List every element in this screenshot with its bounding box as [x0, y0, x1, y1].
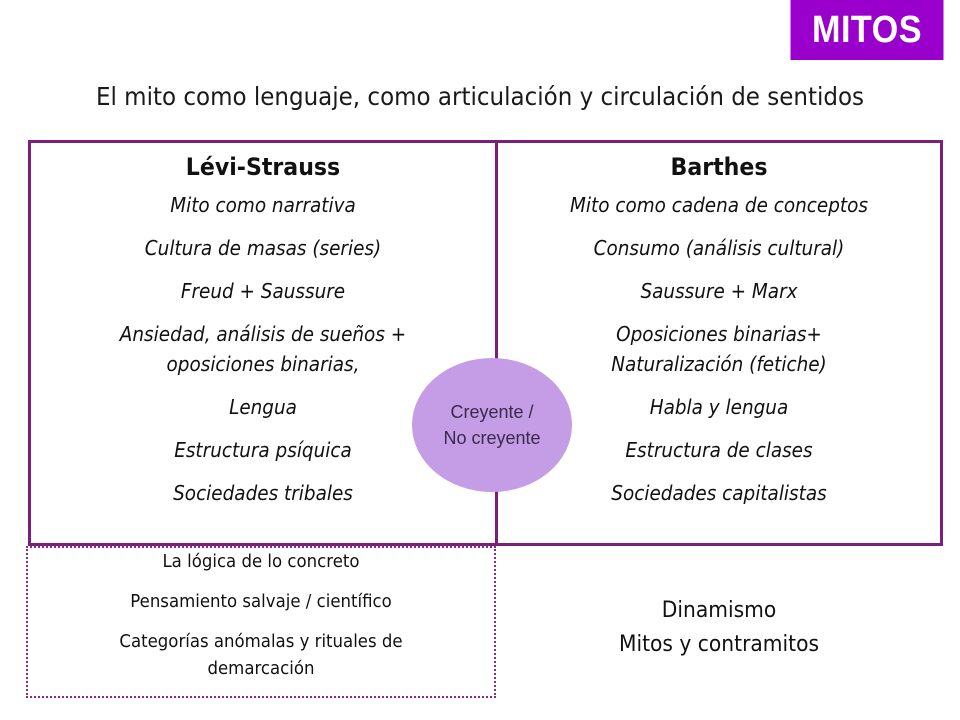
list-item: Estructura de clases [625, 438, 813, 462]
list-item: Estructura psíquica [174, 438, 352, 462]
list-item: Sociedades tribales [173, 481, 353, 505]
levi-strauss-extra-list [26, 548, 496, 682]
list-item: Consumo (análisis cultural) [593, 236, 845, 260]
list-item: Oposiciones binarias+ [616, 322, 822, 346]
barthes-heading: Barthes [670, 153, 768, 181]
slide-subtitle: El mito como lenguaje, como articulación y circulación de sentidos [95, 82, 865, 111]
list-item: La lógica de lo concreto [162, 551, 360, 572]
list-item: Saussure + Marx [640, 279, 798, 303]
believer-bubble [412, 358, 572, 492]
list-item: Cultura de masas (series) [144, 236, 382, 260]
list-item: Sociedades capitalistas [611, 481, 827, 505]
dynamics-line: Dinamismo [661, 598, 777, 623]
list-item: Categorías anómalas y rituales de [119, 631, 403, 652]
list-item: Mito como cadena de conceptos [570, 193, 868, 217]
list-item: Naturalización (fetiche) [611, 352, 827, 376]
list-item: demarcación [207, 658, 315, 679]
list-item: Lengua [229, 395, 297, 419]
list-item: Freud + Saussure [180, 279, 346, 303]
list-item: Habla y lengua [649, 395, 789, 419]
levi-strauss-heading: Lévi-Strauss [185, 153, 341, 181]
list-item: Ansiedad, análisis de sueños + [119, 322, 407, 346]
dynamics-line: Mitos y contramitos [618, 632, 819, 657]
title-badge: MITOS [791, 0, 944, 60]
dynamics-text [513, 594, 925, 662]
list-item: Pensamiento salvaje / científico [130, 591, 392, 612]
list-item: oposiciones binarias, [166, 352, 360, 376]
list-item: Mito como narrativa [170, 193, 356, 217]
bubble-label: Creyente / No creyente [443, 402, 541, 448]
